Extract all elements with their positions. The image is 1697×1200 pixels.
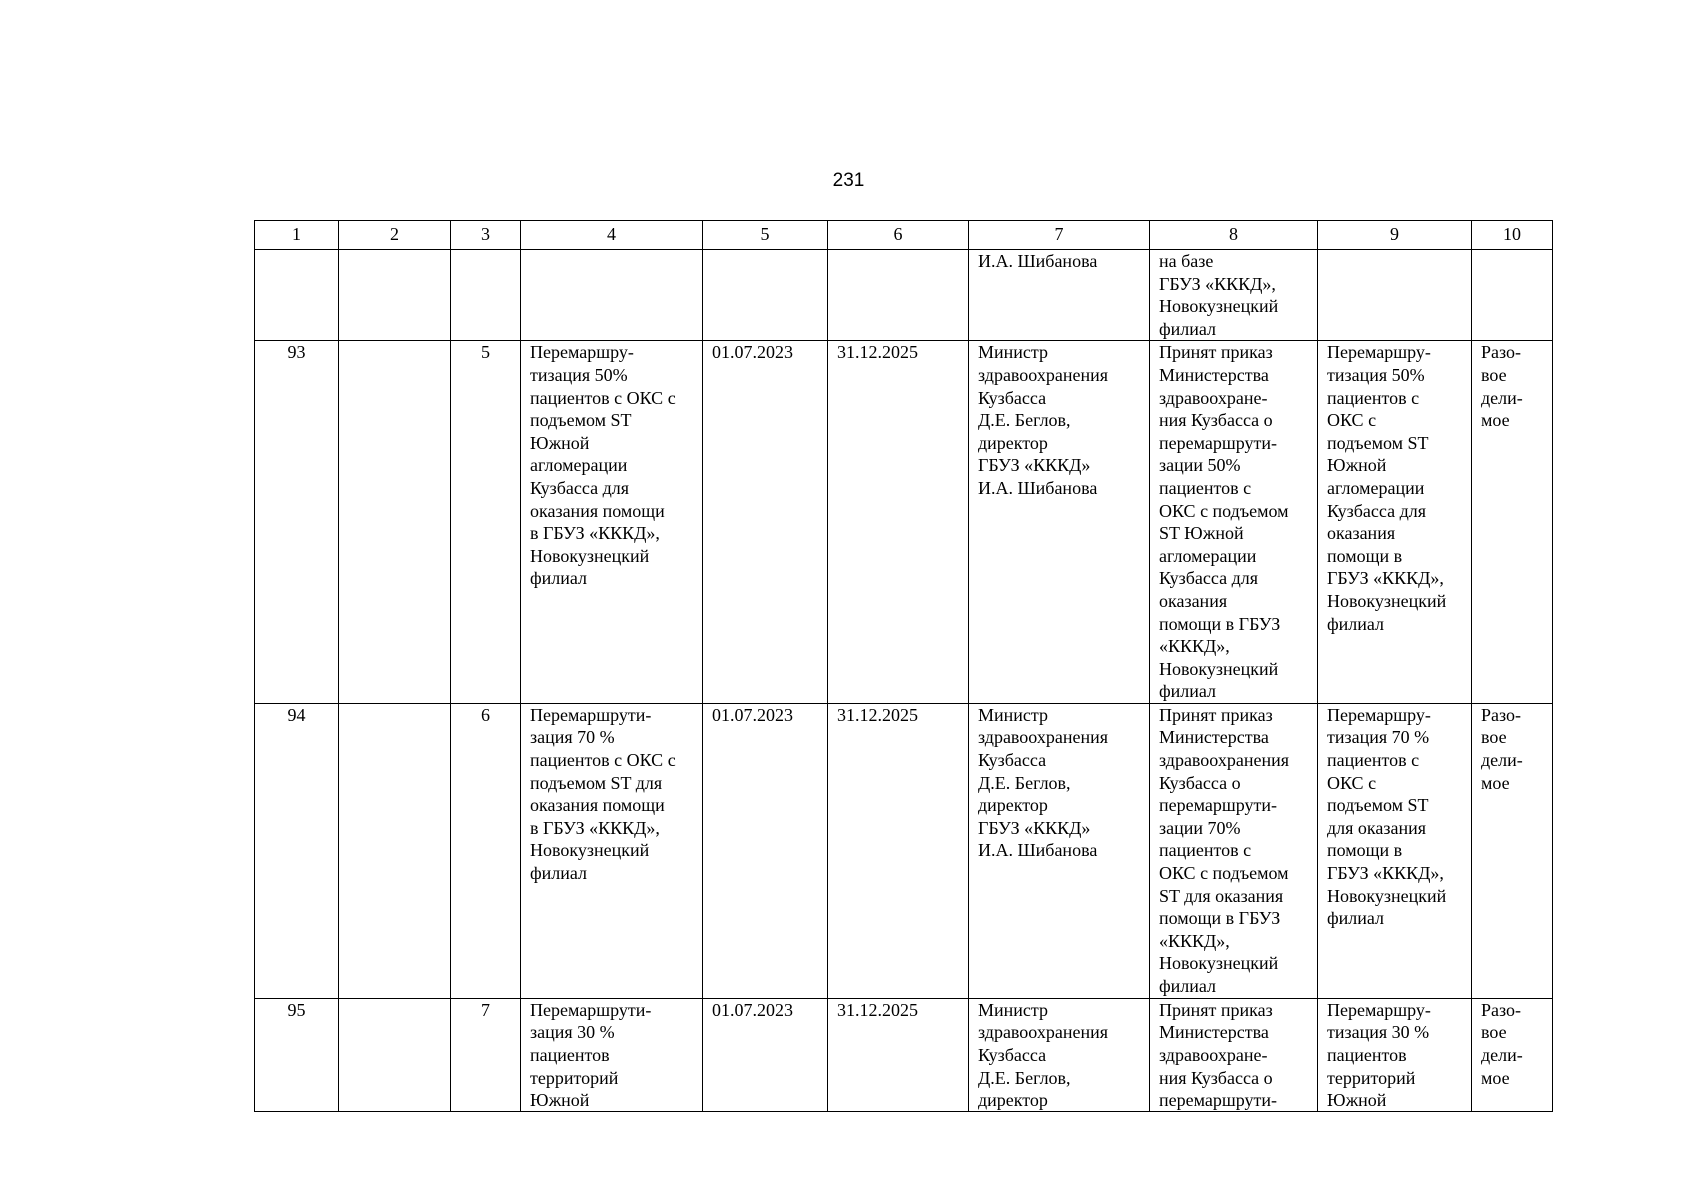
cell-text-line: Кузбасса для xyxy=(1327,500,1427,521)
table-cell-col-2 xyxy=(339,703,451,998)
cell-text-line: Министерства xyxy=(1159,364,1269,385)
column-header-3: 3 xyxy=(451,221,521,250)
table-cell-col-6 xyxy=(828,703,969,998)
cell-text-line: оказания xyxy=(1327,523,1396,544)
cell-text-line: здравоохране- xyxy=(1159,1045,1268,1066)
header-row xyxy=(255,221,1553,250)
cell-text-line: Д.Е. Беглов, xyxy=(978,1067,1071,1088)
table-cell-col-10 xyxy=(1472,250,1553,341)
cell-text-line: Принят приказ xyxy=(1159,342,1273,363)
cell-text-line: ГБУЗ «КККД», xyxy=(1327,568,1444,589)
table-cell-col-9 xyxy=(1318,250,1472,341)
column-header-1: 1 xyxy=(255,221,339,250)
cell-text-line: оказания xyxy=(1159,590,1228,611)
cell-text-line: оказания помощи xyxy=(530,500,665,521)
table-cell-col-5 xyxy=(703,703,828,998)
cell-text-line: ST Южной xyxy=(1159,523,1244,544)
table-cell-col-7 xyxy=(969,703,1150,998)
table-cell-col-2 xyxy=(339,250,451,341)
cell-text-line: тизация 50% xyxy=(1327,364,1425,385)
column-header-5: 5 xyxy=(703,221,828,250)
cell-text-line: зации 50% xyxy=(1159,455,1241,476)
cell-text-line: подъемом ST для xyxy=(530,772,663,793)
cell-text-line: Перемаршру- xyxy=(1327,704,1431,725)
column-header-7: 7 xyxy=(969,221,1150,250)
cell-text-line: Новокузнецкий xyxy=(1159,658,1279,679)
cell-text-line: Министр xyxy=(978,342,1048,363)
cell-text-line: зация 70 % xyxy=(530,727,615,748)
table-cell-col-8 xyxy=(1150,341,1318,704)
cell-text-line: 93 xyxy=(287,342,306,363)
cell-text-line: дели- xyxy=(1481,387,1523,408)
cell-text-line: вое xyxy=(1481,1022,1507,1043)
table-cell-col-2 xyxy=(339,341,451,704)
cell-text-line: Новокузнецкий xyxy=(1159,953,1279,974)
table-cell-col-3 xyxy=(451,998,521,1111)
cell-text-line: оказания помощи xyxy=(530,795,665,816)
cell-text-line: ГБУЗ «КККД» xyxy=(978,817,1091,838)
cell-text-line: ОКС с xyxy=(1327,772,1377,793)
table-cell-col-5 xyxy=(703,341,828,704)
table-row xyxy=(255,341,1553,704)
cell-text-line: в ГБУЗ «КККД», xyxy=(530,523,660,544)
cell-text-line: здравоохранения xyxy=(978,364,1109,385)
table-cell-col-9 xyxy=(1318,341,1472,704)
cell-text-line: в ГБУЗ «КККД», xyxy=(530,817,660,838)
cell-text-line: Перемаршру- xyxy=(530,342,634,363)
cell-text-line: 01.07.2023 xyxy=(712,342,793,363)
cell-text-line: Разо- xyxy=(1481,342,1521,363)
cell-text-line: Южной xyxy=(530,1090,590,1111)
column-header-10: 10 xyxy=(1472,221,1553,250)
cell-text-line: «КККД», xyxy=(1159,930,1230,951)
table-cell-col-8 xyxy=(1150,703,1318,998)
cell-text-line: агломерации xyxy=(530,455,628,476)
table-cell-col-1 xyxy=(255,998,339,1111)
cell-text-line: территорий xyxy=(1327,1067,1416,1088)
cell-text-line: Новокузнецкий xyxy=(1327,590,1447,611)
table-cell-col-3 xyxy=(451,341,521,704)
cell-text-line: территорий xyxy=(530,1067,619,1088)
table-row xyxy=(255,998,1553,1111)
column-header-9: 9 xyxy=(1318,221,1472,250)
cell-text-line: перемаршрути- xyxy=(1159,795,1277,816)
cell-text-line: подъемом ST xyxy=(1327,432,1429,453)
cell-text-line: филиал xyxy=(530,568,588,589)
cell-text-line: дели- xyxy=(1481,1045,1523,1066)
cell-text-line: Принят приказ xyxy=(1159,704,1273,725)
cell-text-line: 6 xyxy=(481,704,490,725)
cell-text-line: директор xyxy=(978,1090,1048,1111)
cell-text-line: подъемом ST xyxy=(1327,795,1429,816)
table-cell-col-8 xyxy=(1150,998,1318,1111)
cell-text-line: Перемаршру- xyxy=(1327,342,1431,363)
cell-text-line: подъемом ST xyxy=(530,410,632,431)
cell-text-line: Южной xyxy=(1327,455,1387,476)
table-cell-col-3 xyxy=(451,250,521,341)
cell-text-line: пациентов с ОКС с xyxy=(530,750,676,771)
cell-text-line: Министр xyxy=(978,999,1048,1020)
cell-text-line: И.А. Шибанова xyxy=(978,477,1098,498)
cell-text-line: помощи в ГБУЗ xyxy=(1159,613,1281,634)
cell-text-line: пациентов с xyxy=(1327,750,1420,771)
table-cell-col-7 xyxy=(969,250,1150,341)
table-cell-col-6 xyxy=(828,250,969,341)
cell-text-line: 5 xyxy=(481,342,490,363)
cell-text-line: зации 70% xyxy=(1159,817,1241,838)
page-number: 231 xyxy=(832,170,865,191)
cell-text-line: для оказания xyxy=(1327,817,1427,838)
cell-text-line: 01.07.2023 xyxy=(712,999,793,1020)
cell-text-line: Разо- xyxy=(1481,999,1521,1020)
cell-text-line: 94 xyxy=(287,704,306,725)
cell-text-line: агломерации xyxy=(1327,477,1425,498)
cell-text-line: ОКС с подъемом xyxy=(1159,863,1289,884)
table-body xyxy=(255,250,1553,1112)
cell-text-line: тизация 70 % xyxy=(1327,727,1430,748)
cell-text-line: филиал xyxy=(1159,976,1217,996)
column-header-2: 2 xyxy=(339,221,451,250)
cell-text-line: Южной xyxy=(1327,1090,1387,1111)
cell-text-line: Кузбасса xyxy=(978,387,1047,408)
cell-text-line: вое xyxy=(1481,364,1507,385)
cell-text-line: зация 30 % xyxy=(530,1022,615,1043)
table-cell-col-5 xyxy=(703,250,828,341)
table-cell-col-2 xyxy=(339,998,451,1111)
column-header-8: 8 xyxy=(1150,221,1318,250)
table-cell-col-4 xyxy=(521,998,703,1111)
cell-text-line: Перемаршру- xyxy=(1327,999,1431,1020)
cell-text-line: 95 xyxy=(287,999,306,1020)
column-header-6: 6 xyxy=(828,221,969,250)
cell-text-line: 31.12.2025 xyxy=(837,342,918,363)
cell-text-line: ST для оказания xyxy=(1159,885,1284,906)
cell-text-line: ния Кузбасса о xyxy=(1159,1067,1273,1088)
cell-text-line: ГБУЗ «КККД», xyxy=(1159,273,1276,294)
cell-text-line: тизация 50% xyxy=(530,364,628,385)
cell-text-line: Кузбасса для xyxy=(530,477,630,498)
cell-text-line: ОКС с подъемом xyxy=(1159,500,1289,521)
cell-text-line: пациентов с xyxy=(1327,387,1420,408)
table-cell-col-4 xyxy=(521,703,703,998)
cell-text-line: агломерации xyxy=(1159,545,1257,566)
cell-text-line: Министр xyxy=(978,704,1048,725)
cell-text-line: Разо- xyxy=(1481,704,1521,725)
cell-text-line: «КККД», xyxy=(1159,636,1230,657)
cell-text-line: дели- xyxy=(1481,750,1523,771)
cell-text-line: филиал xyxy=(1159,681,1217,702)
cell-text-line: Д.Е. Беглов, xyxy=(978,772,1071,793)
cell-text-line: помощи в xyxy=(1327,840,1403,861)
cell-text-line: И.А. Шибанова xyxy=(978,840,1098,861)
cell-text-line: Министерства xyxy=(1159,727,1269,748)
table-cell-col-6 xyxy=(828,341,969,704)
table-cell-col-4 xyxy=(521,341,703,704)
cell-text-line: Южной xyxy=(530,432,590,453)
cell-text-line: Кузбасса для xyxy=(1159,568,1259,589)
cell-text-line: помощи в ГБУЗ xyxy=(1159,908,1281,929)
cell-text-line: Министерства xyxy=(1159,1022,1269,1043)
cell-text-line: И.А. Шибанова xyxy=(978,251,1098,271)
cell-text-line: Принят приказ xyxy=(1159,999,1273,1020)
cell-text-line: Д.Е. Беглов, xyxy=(978,410,1071,431)
table-cell-col-1 xyxy=(255,250,339,341)
cell-text-line: ГБУЗ «КККД», xyxy=(1327,863,1444,884)
table-header xyxy=(255,221,1553,250)
cell-text-line: пациентов xyxy=(530,1045,610,1066)
cell-text-line: вое xyxy=(1481,727,1507,748)
cell-text-line: Новокузнецкий xyxy=(1327,885,1447,906)
cell-text-line: филиал xyxy=(1327,908,1385,929)
cell-text-line: ния Кузбасса о xyxy=(1159,410,1273,431)
table-cell-col-5 xyxy=(703,998,828,1111)
cell-text-line: 7 xyxy=(481,999,490,1020)
cell-text-line: здравоохранения xyxy=(1159,750,1290,771)
cell-text-line: пациентов с xyxy=(1159,840,1252,861)
cell-text-line: Кузбасса xyxy=(978,1045,1047,1066)
table-cell-col-8 xyxy=(1150,250,1318,341)
cell-text-line: здравоохранения xyxy=(978,1022,1109,1043)
cell-text-line: филиал xyxy=(530,863,588,884)
cell-text-line: 31.12.2025 xyxy=(837,704,918,725)
table-cell-col-7 xyxy=(969,341,1150,704)
cell-text-line: ГБУЗ «КККД» xyxy=(978,455,1091,476)
cell-text-line: пациентов xyxy=(1327,1045,1407,1066)
cell-text-line: Кузбасса о xyxy=(1159,772,1241,793)
cell-text-line: директор xyxy=(978,795,1048,816)
table-cell-col-1 xyxy=(255,703,339,998)
cell-text-line: мое xyxy=(1481,410,1510,431)
cell-text-line: здравоохране- xyxy=(1159,387,1268,408)
table-cell-col-6 xyxy=(828,998,969,1111)
cell-text-line: ОКС с xyxy=(1327,410,1377,431)
column-header-4: 4 xyxy=(521,221,703,250)
cell-text-line: на базе xyxy=(1159,251,1214,271)
cell-text-line: тизация 30 % xyxy=(1327,1022,1430,1043)
cell-text-line: Перемаршрути- xyxy=(530,704,652,725)
table-row xyxy=(255,703,1553,998)
cell-text-line: пациентов с ОКС с xyxy=(530,387,676,408)
cell-text-line: перемаршрути- xyxy=(1159,432,1277,453)
cell-text-line: пациентов с xyxy=(1159,477,1252,498)
cell-text-line: Кузбасса xyxy=(978,750,1047,771)
table-cell-col-9 xyxy=(1318,703,1472,998)
cell-text-line: здравоохранения xyxy=(978,727,1109,748)
table-cell-col-10 xyxy=(1472,341,1553,704)
cell-text-line: филиал xyxy=(1159,318,1217,339)
table-cell-col-3 xyxy=(451,703,521,998)
cell-text-line: Перемаршрути- xyxy=(530,999,652,1020)
cell-text-line: филиал xyxy=(1327,613,1385,634)
table-cell-col-7 xyxy=(969,998,1150,1111)
table-row xyxy=(255,250,1553,341)
cell-text-line: Новокузнецкий xyxy=(1159,296,1279,317)
cell-text-line: помощи в xyxy=(1327,545,1403,566)
table-cell-col-9 xyxy=(1318,998,1472,1111)
table-cell-col-4 xyxy=(521,250,703,341)
cell-text-line: Новокузнецкий xyxy=(530,840,650,861)
table-cell-col-10 xyxy=(1472,998,1553,1111)
table-cell-col-10 xyxy=(1472,703,1553,998)
cell-text-line: мое xyxy=(1481,1067,1510,1088)
cell-text-line: директор xyxy=(978,432,1048,453)
table-cell-col-1 xyxy=(255,341,339,704)
plan-table xyxy=(254,220,1553,1112)
cell-text-line: 01.07.2023 xyxy=(712,704,793,725)
cell-text-line: 31.12.2025 xyxy=(837,999,918,1020)
cell-text-line: мое xyxy=(1481,772,1510,793)
cell-text-line: перемаршрути- xyxy=(1159,1090,1277,1111)
cell-text-line: Новокузнецкий xyxy=(530,545,650,566)
